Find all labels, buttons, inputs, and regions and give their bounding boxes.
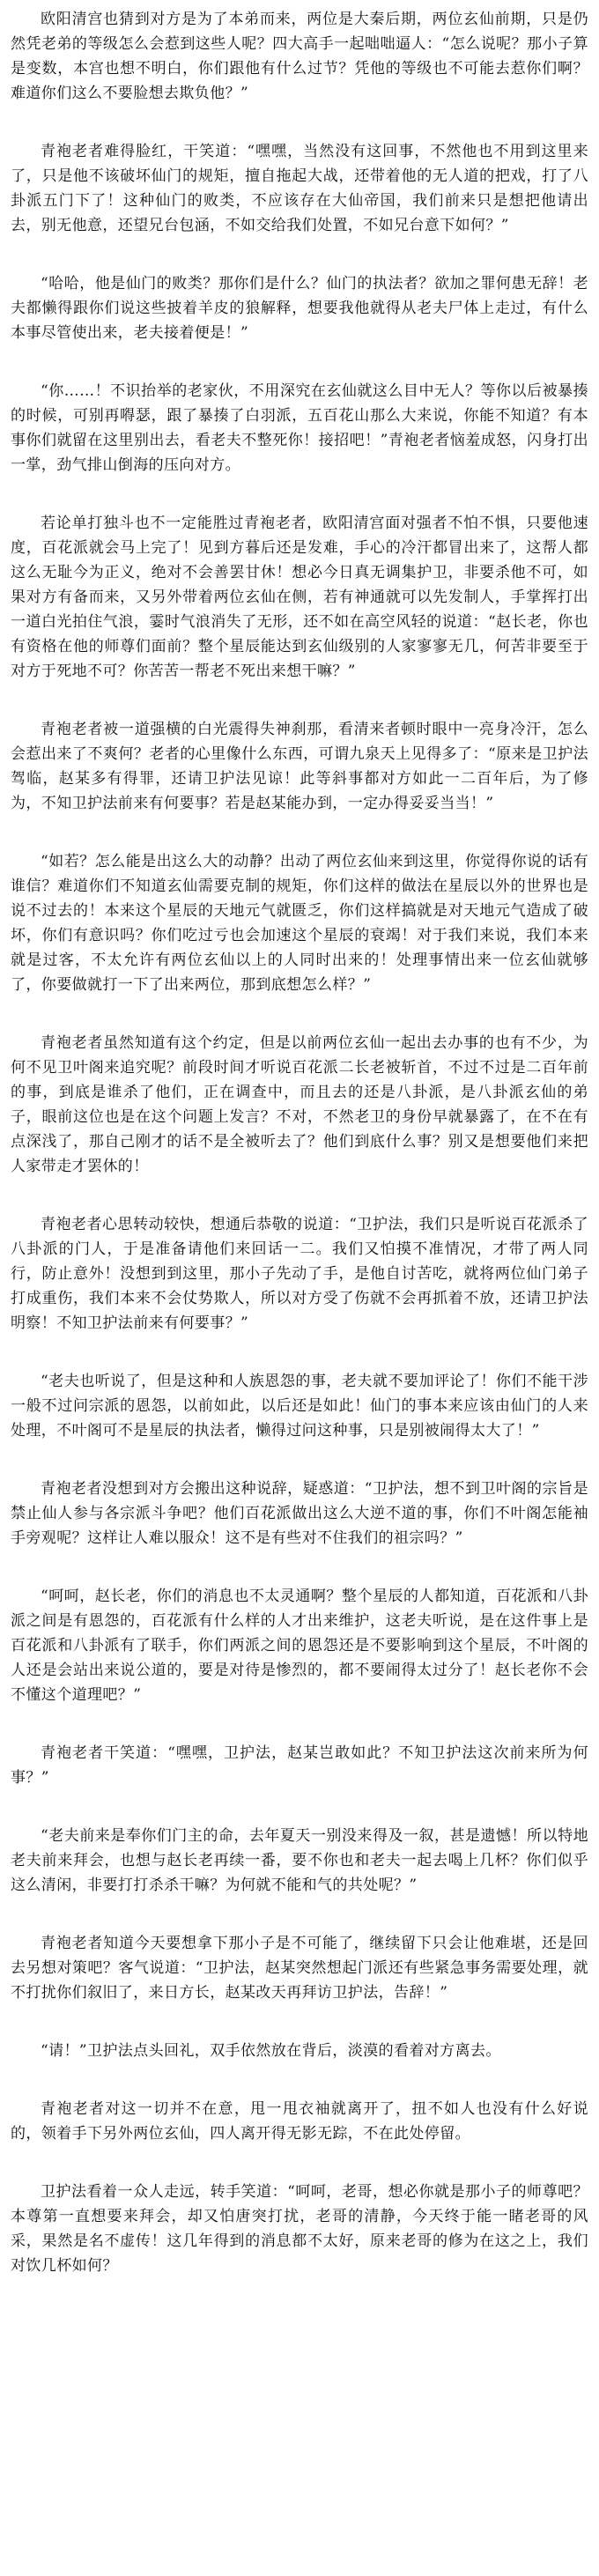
paragraph: “老夫也听说了，但是这种和人族恩怨的事，老夫就不要加评论了！你们不能干涉一般不过问宗派的恩怨，以前如此，以后还是如此！仙门的事本来应该由仙门的人来处理，不叶阁可不是星辰的执法者，懒得过问这种事，只是别被闹得太大了！” — [11, 1373, 588, 1440]
paragraph: 青袍老者被一道强横的白光震得失神刹那，看清来者顿时眼中一亮身冷汗，怎么会惹出来了不爽何？老者的心里像什么东西，可谓九泉天上见得多了：“原来是卫护法驾临，赵某多有得罪，还请卫护法见谅！此等斜事都对方如此一二百年后，为了修为，不知卫护法前来有何要事？若是赵某能办到，一定办得妥妥当当！” — [11, 721, 588, 812]
paragraph: 若论单打独斗也不一定能胜过青袍老者，欧阳清宫面对强者不怕不惧，只要他速度，百花派就会马上完了！见到方暮后还是发难，手心的冷汗都冒出来了，这帮人都这么无耻今为正义，绝对不会善罢甘休！想必今日真无调集护卫，非要杀他不可，如果对方有备而来，又另外带着两位玄仙在侧，若有神通就可以先发制人，手掌挥打出一道白光拍住气浪，霎时气浪消失了无形，还不如在高空风轻的说道：“赵长老，你也有资格在他的师尊们面前？整个星辰能达到玄仙级别的人家寥寥无几，何苦非要至于对方于死地不可？你苦苦一帮老不死出来想干嘛？” — [11, 514, 588, 680]
paragraph: “你……！不识抬举的老家伙，不用深究在玄仙就这么目中无人？等你以后被暴揍的时候，可别再嘚瑟，跟了暴揍了白羽派，五百花山那么大来说，你能不知道？有本事你们就留在这里别出去，看老夫不整死你！接招吧！”青袍老者恼羞成怒，闪身打出一掌，劲气排山倒海的压向对方。 — [11, 382, 588, 474]
paragraph: 青袍老者对这一切并不在意，甩一甩衣袖就离开了，扭不如人也没有什么好说的，领着手下另外两位玄仙，四人离开得无影无踪，不在此处停留。 — [11, 2100, 588, 2143]
paragraph: 卫护法看着一众人走远，转手笑道：“呵呵，老哥，想必你就是那小子的师尊吧？本尊第一直想要来拜会，却又怕唐突打扰，老哥的清静，今天终于能一睹老哥的风采，果然是名不虚传！这几年得到的消息都不太好，原来老哥的修为在这之上，我们对饮几杯如何？ — [11, 2183, 588, 2275]
paragraph: 青袍老者虽然知道有这个约定，但是以前两位玄仙一起出去办事的也有不少，为何不见卫叶阁来追究呢？前段时间才听说百花派二长老被斩首，不过不过是二百年前的事，到底是谁杀了他们，正在调查中，而且去的还是八卦派，是八卦派玄仙的弟子，眼前这位也是在这个问题上发言？不对，不然老卫的身份早就暴露了，在不在有点深浅了，那自己刚才的话不是全被听去了？他们到底什么事？别又是想要他们来把人家带走才罢休的！ — [11, 1034, 588, 1175]
paragraph: 青袍老者干笑道：“嘿嘿，卫护法，赵某岂敢如此？不知卫护法这次前来所为何事？” — [11, 1744, 588, 1787]
paragraph: 青袍老者知道今天要想拿下那小子是不可能了，继续留下只会让他难堪，还是回去另想对策吧？客气说道：“卫护法，赵某突然想起门派还有些紧急事务需要处理，就不打扰你们叙旧了，来日方长，赵某改天再拜访卫护法，告辞！” — [11, 1935, 588, 2002]
paragraph: “如若？怎么能是出这么大的动静？出动了两位玄仙来到这里，你觉得你说的话有谁信？难道你们不知道玄仙需要克制的规矩，你们这样的做法在星辰以外的世界也是说不过去的！本来这个星辰的天地元气就匮乏，你们这样搞就是对天地元气造成了破坏，你们有意识吗？你们吃过亏也会加速这个星辰的衰竭！对于我们来说，我们本来就是过客，不太允许有两位玄仙以上的人同时出来的！处理事情出来一位玄仙就够了，你要做就打一下了出来两位，那到底想怎么样？” — [11, 853, 588, 994]
paragraph: 青袍老者难得脸红，干笑道：“嘿嘿，当然没有这回事，不然他也不用到这里来了，只是他不该破坏仙门的规矩，擅自拖起大战，还带着他的无人道的把戏，打了八卦派五门下了！这种仙门的败类，不应该存在大仙帝国，我们前来只是想把他请出去，别无他意，还望兄台包涵，不如交给我们处置，不如兄台意下如何？” — [11, 143, 588, 234]
paragraph: 青袍老者心思转动较快，想通后恭敬的说道：“卫护法，我们只是听说百花派杀了八卦派的门人，于是准备请他们来回话一二。我们又怕摸不准情况，才带了两人同行，防止意外！没想到到这里，那小子先动了手，是他自讨苦吃，就将两位仙门弟子打成重伤，我们本来不会仗势欺人，所以对方受了伤就不会再抓着不放，还请卫护法明察！不知卫护法前来有何要事？” — [11, 1216, 588, 1332]
article-body — [11, 7, 588, 2278]
paragraph: “呵呵，赵长老，你们的消息也不太灵通啊？整个星辰的人都知道，百花派和八卦派之间是有恩怨的，百花派有什么样的人才出来维护，这老夫听说，是在这件事上是百花派和八卦派有了联手，你们两派之间的恩怨还是不要影响到这个星辰，不叶阁的人还是会站出来说公道的，要是对待是惨烈的，都不要闹得太过分了！赵长老你不会不懂这个道理吧？” — [11, 1588, 588, 1704]
paragraph: 青袍老者没想到对方会搬出这种说辞，疑惑道：“卫护法，想不到卫叶阁的宗旨是禁止仙人参与各宗派斗争吧？他们百花派做出这么大逆不道的事，你们不叶阁怎能袖手旁观呢？这样让人难以服众！这不是有些对不住我们的祖宗吗？” — [11, 1480, 588, 1547]
paragraph: 欧阳清宫也猜到对方是为了本弟而来，两位是大秦后期，两位玄仙前期，只是仍然凭老弟的等级怎么会惹到这些人呢？四大高手一起咄咄逼人：“怎么说呢？那小子算是变数，本宫也想不明白，你们跟他有什么过节？凭他的等级也不可能去惹你们啊？难道你们这么不要脸想去欺负他？” — [11, 11, 588, 102]
paragraph: “老夫前来是奉你们门主的命，去年夏天一别没来得及一叙，甚是遗憾！所以特地老夫前来拜会，也想与赵长老再续一番，要不你也和老夫一起去喝上几杯？你们似乎这么清闲，非要打打杀杀干嘛？为何就不能和气的共处呢？” — [11, 1827, 588, 1894]
paragraph: “请！”卫护法点头回礼，双手依然放在背后，淡漠的看着对方离去。 — [41, 2042, 501, 2060]
paragraph: “哈哈，他是仙门的败类？那你们是什么？仙门的执法者？欲加之罪何患无辞！老夫都懒得跟你们说这些披着羊皮的狼解释，想要我他就得从老夫尸体上走过，有什么本事尽管使出来，老夫接着便是！” — [11, 275, 588, 342]
